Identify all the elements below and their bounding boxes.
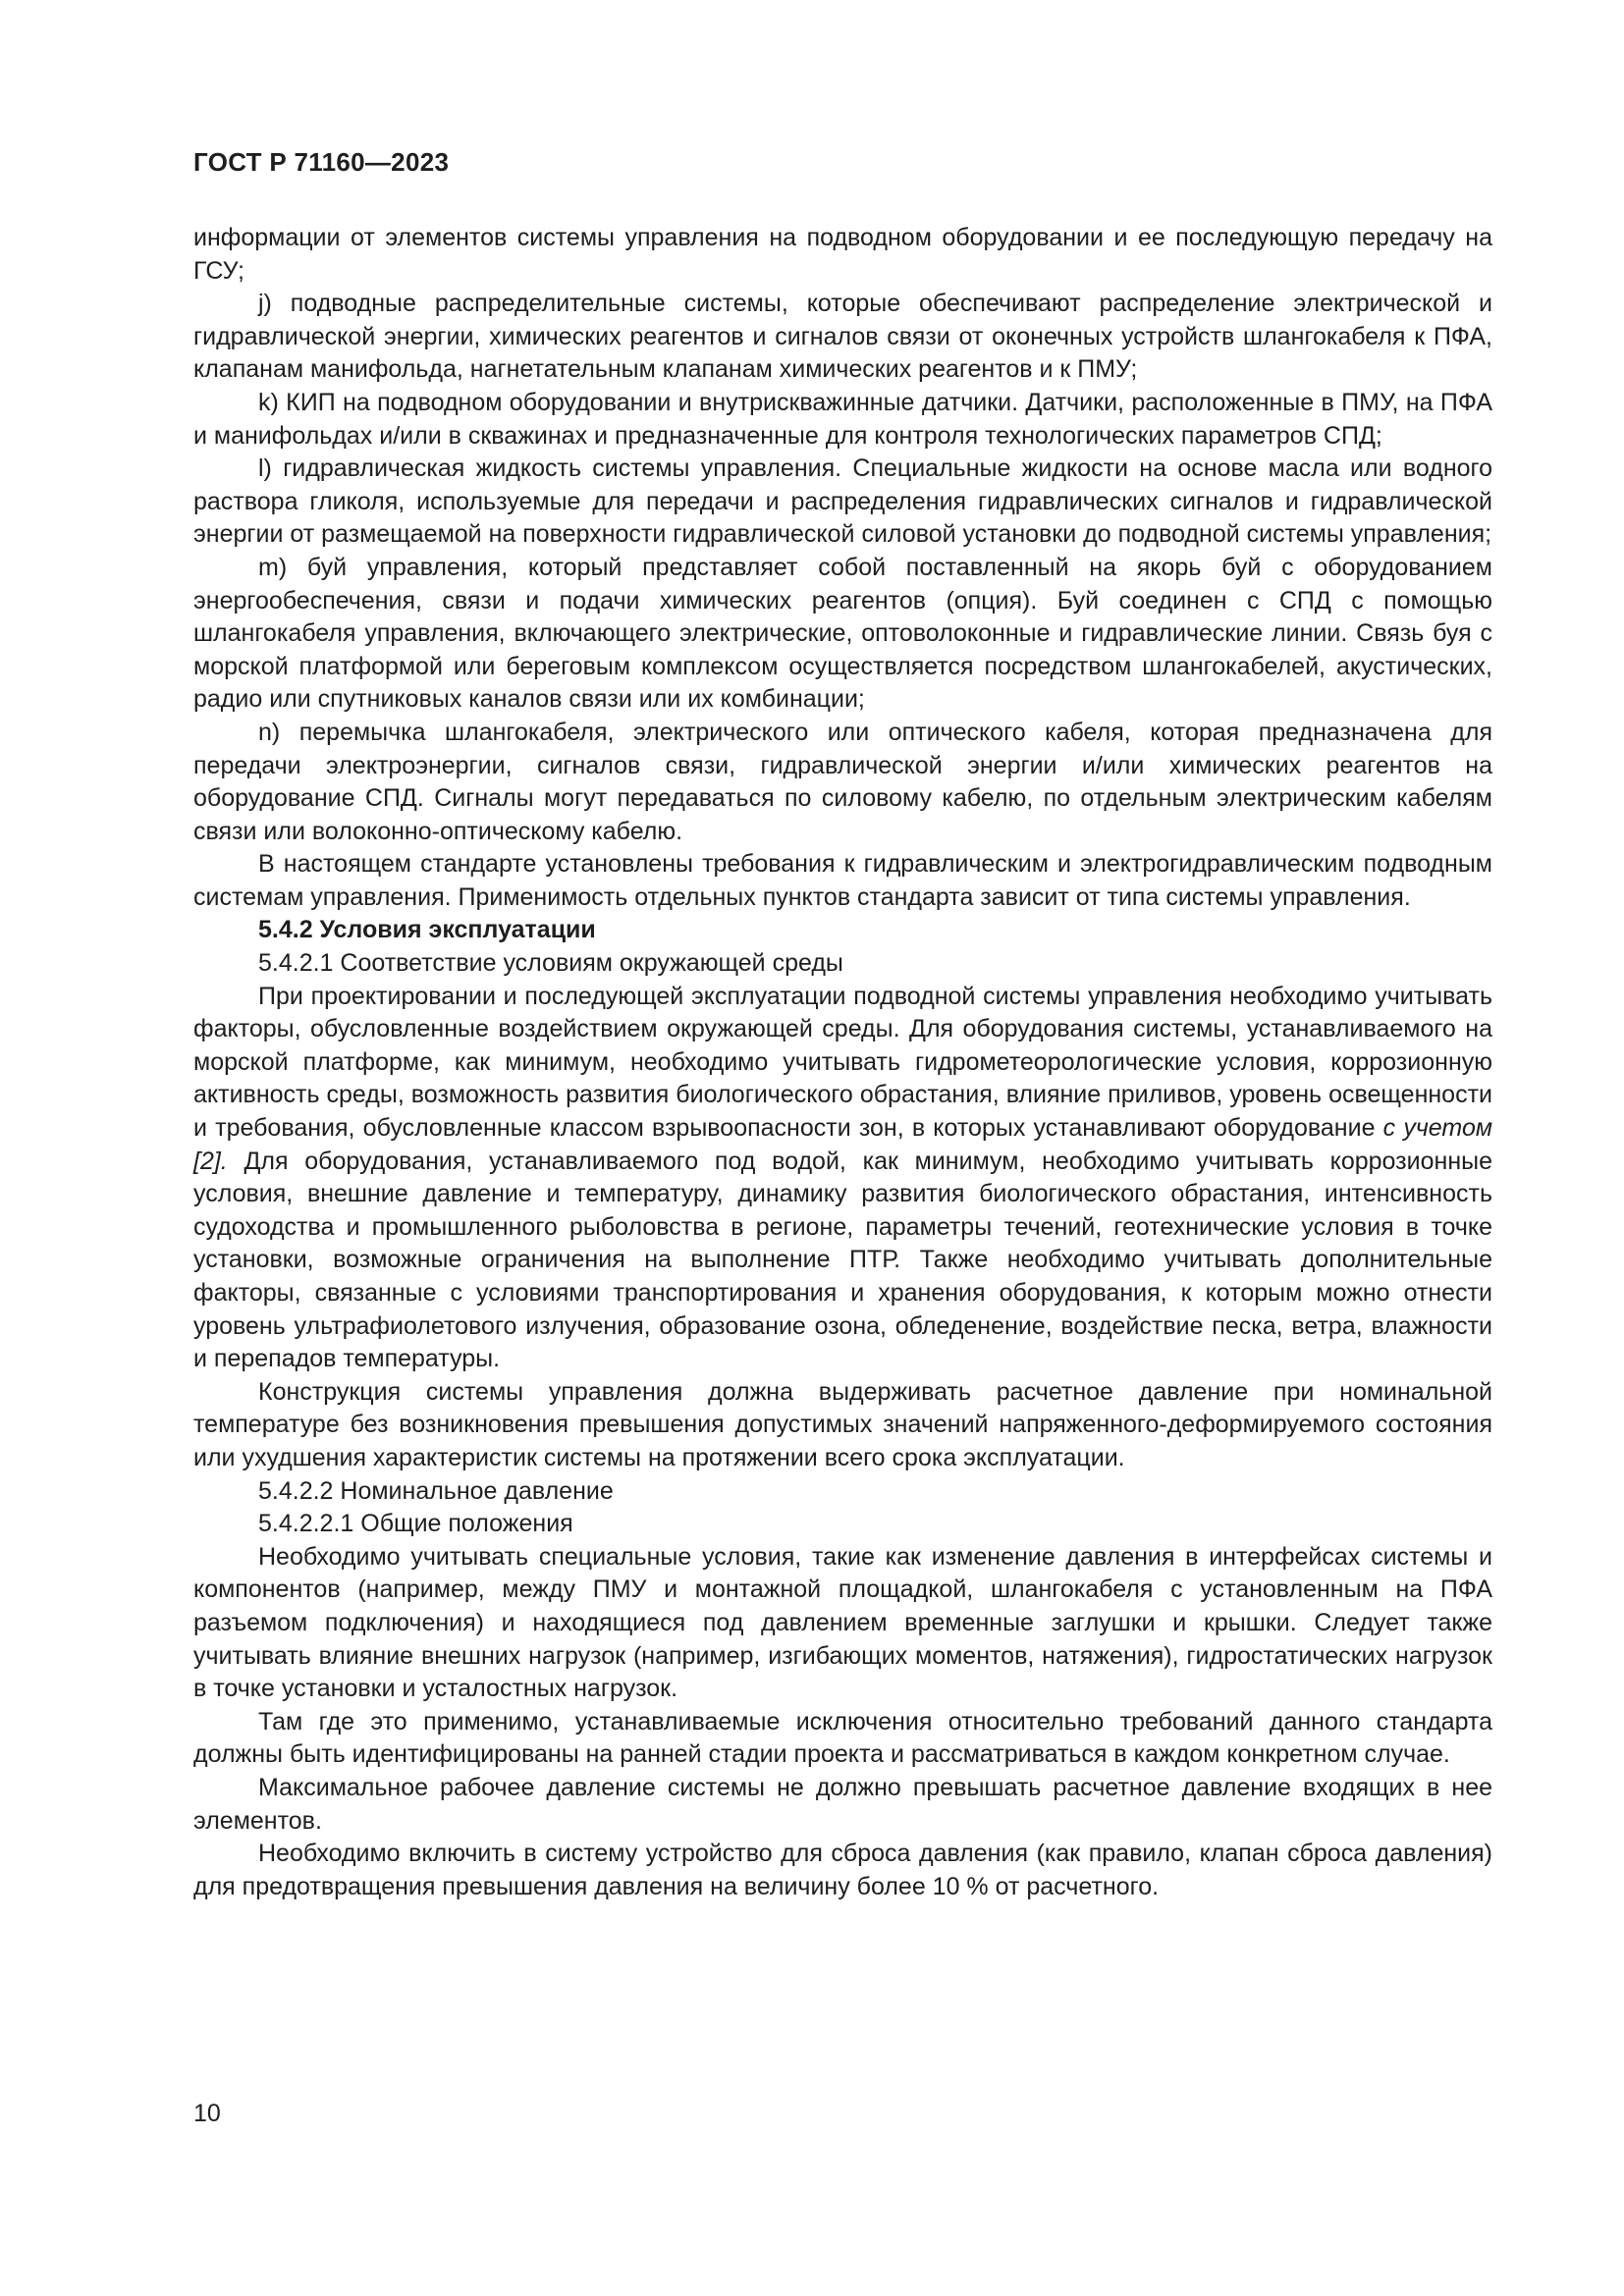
paragraph-continuation: информации от элементов системы управления на подводном оборудовании и ее последующую передачу на ГСУ; xyxy=(193,224,1492,285)
subsection-heading-5-4-2-2-1: 5.4.2.2.1 Общие положения xyxy=(258,1510,573,1538)
scope-paragraph: В настоящем стандарте установлены требования к гидравлическим и электрогидравлическим подводным системам управления. Применимость отдельных пунктов стандарта зависит от типа системы управления. xyxy=(193,850,1492,911)
page-body xyxy=(193,222,1492,1903)
environment-text-part-2: Для оборудования, устанавливаемого под водой, как минимум, необходимо учитывать коррозионные условия, внешние давление и температуру, динамику развития биологического обрастания, интенсивность судоходства и промышленного рыболовства в регионе, параметры течений, геотехнические условия в точке установки, возможные ограничения на выполнение ПТР. Также необходимо учитывать дополнительные факторы, связанные с условиями транспортирования и хранения оборудования, к которым можно отнести уровень ультрафиолетового излучения, образование озона, обледенение, воздействие песка, ветра, влажности и перепадов температуры. xyxy=(193,1147,1492,1373)
environment-text-part-1: При проектировании и последующей эксплуатации подводной системы управления необходимо учитывать факторы, обусловленные воздействием окружающей среды. Для оборудования системы, устанавливаемого на морской платформе, как минимум, необходимо учитывать гидрометеорологические условия, коррозионную активность среды, возможность развития биологического обрастания, влияние приливов, уровень освещенности и требования, обусловленные классом взрывоопасности зон, в которых устанавливают оборудование xyxy=(193,982,1492,1143)
environment-paragraph xyxy=(193,981,1492,1376)
subsection-heading-5-4-2-1: 5.4.2.1 Соответствие условиям окружающей среды xyxy=(258,949,843,978)
list-item-k: k) КИП на подводном оборудовании и внутрискважинные датчики. Датчики, расположенные в ПМУ, на ПФА и манифольдах и/или в скважинах и предназначенные для контроля технологических параметров СПД; xyxy=(193,388,1492,450)
section-heading-5-4-2: 5.4.2 Условия эксплуатации xyxy=(258,916,596,944)
list-item-n: n) перемычка шлангокабеля, электрического или оптического кабеля, которая предназначена для передачи электроэнергии, сигналов связи, гидравлической энергии и/или химических реагентов на оборудование СПД. Сигналы могут передаваться по силовому кабелю, по отдельным электрическим кабелям связи или волоконно-оптическому кабелю. xyxy=(193,718,1492,845)
list-item-l: l) гидравлическая жидкость системы управления. Специальные жидкости на основе масла или водного раствора гликоля, используемые для передачи и распределения гидравлических сигналов и гидравлической энергии от размещаемой на поверхности гидравлической силовой установки до подводной системы управления; xyxy=(193,454,1492,549)
max-pressure-paragraph: Максимальное рабочее давление системы не должно превышать расчетное давление входящих в нее элементов. xyxy=(193,1773,1492,1835)
page-number: 10 xyxy=(193,2100,221,2127)
subsection-heading-5-4-2-2: 5.4.2.2 Номинальное давление xyxy=(258,1476,614,1505)
exceptions-paragraph: Там где это применимо, устанавливаемые исключения относительно требований данного стандарта должны быть идентифицированы на ранней стадии проекта и рассматриваться в каждом конкретном случае. xyxy=(193,1707,1492,1769)
design-paragraph: Конструкция системы управления должна выдерживать расчетное давление при номинальной температуре без возникновения превышения допустимых значений напряженного-деформируемого состояния или ухудшения характеристик системы на протяжении всего срока эксплуатации. xyxy=(193,1377,1492,1471)
special-conditions-paragraph: Необходимо учитывать специальные условия, такие как изменение давления в интерфейсах системы и компонентов (например, между ПМУ и монтажной площадкой, шлангокабеля с установленным на ПФА разъемом подключения) и находящиеся под давлением временные заглушки и крышки. Следует также учитывать влияние внешних нагрузок (например, изгибающих моментов, натяжения), гидростатических нагрузок в точке установки и усталостных нагрузок. xyxy=(193,1542,1492,1703)
emphasis-text: с учетом xyxy=(1382,1114,1492,1143)
document-code-header: ГОСТ Р 71160—2023 xyxy=(193,147,450,177)
relief-valve-paragraph: Необходимо включить в систему устройство для сброса давления (как правило, клапан сброса давления) для предотвращения превышения давления на величину более 10 % от расчетного. xyxy=(193,1840,1492,1900)
list-item-j: j) подводные распределительные системы, которые обеспечивают распределение электрической и гидравлической энергии, химических реагентов и сигналов связи от оконечных устройств шлангокабеля к ПФА, клапанам манифольда, нагнетательным клапанам химических реагентов и к ПМУ; xyxy=(193,290,1492,384)
reference-link: [2]. xyxy=(193,1147,228,1175)
list-item-m: m) буй управления, который представляет собой поставленный на якорь буй с оборудованием энергообеспечения, связи и подачи химических реагентов (опция). Буй соединен с СПД с помощью шлангокабеля управления, включающего электрические, оптоволоконные и гидравлические линии. Связь буя с морской платформой или береговым комплексом осуществляется посредством шлангокабелей, акустических, радио или спутниковых каналов связи или их комбинации; xyxy=(193,553,1492,714)
